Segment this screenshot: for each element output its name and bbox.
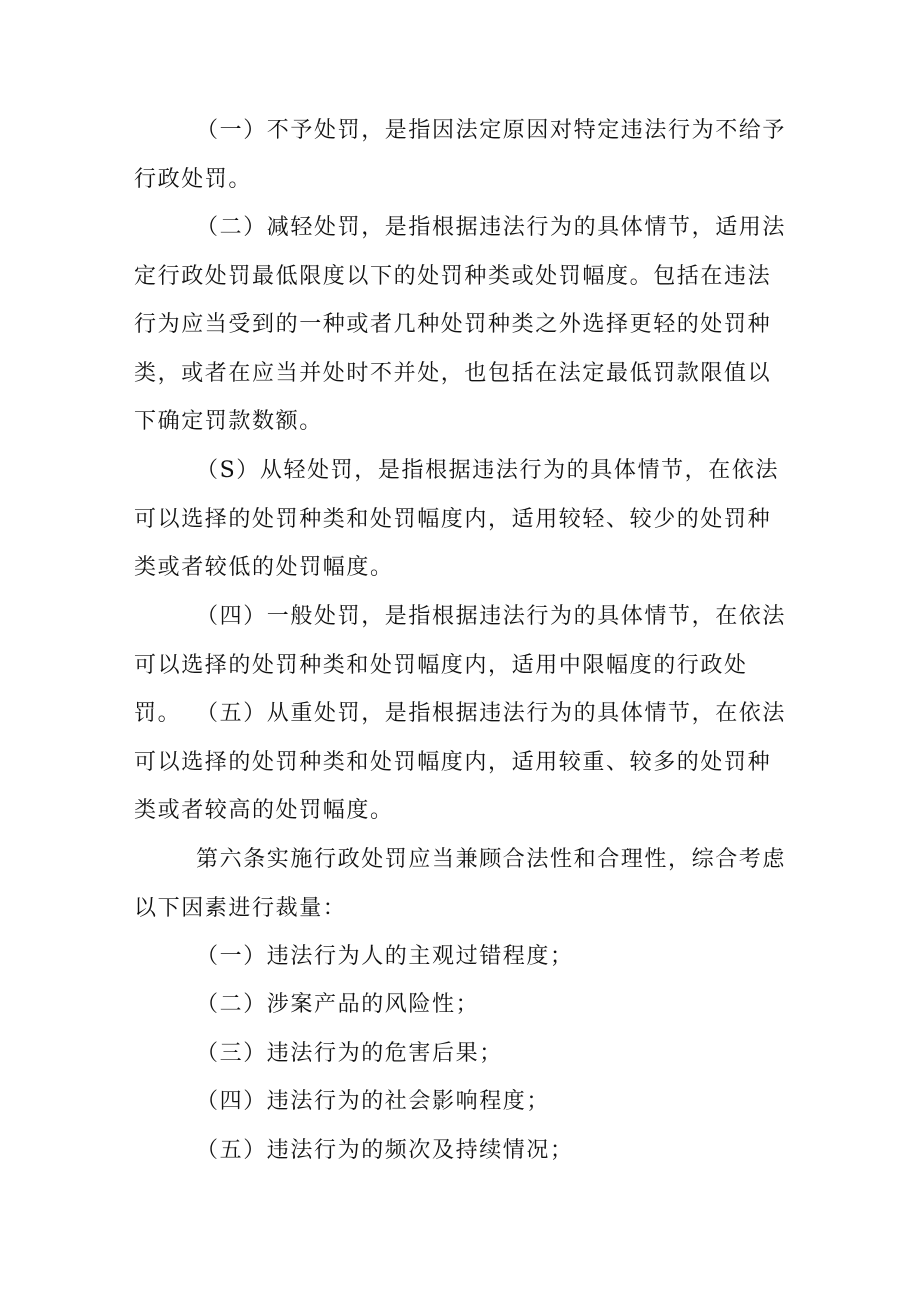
paragraph-heavier-penalty: （五）从重处罚，是指根据违法行为的具体情节，在依法可以选择的处罚种类和处罚幅度内，适用较重、较多的处罚种类或者较高的处罚幅度。 [134,701,787,823]
factor-item-product-risk: （二）涉案产品的风险性； [196,992,480,1017]
factor-item-social-impact: （四）违法行为的社会影响程度； [196,1089,551,1114]
paragraph-mitigated-penalty: （二）减轻处罚，是指根据违法行为的具体情节，适用法定行政处罚最低限度以下的处罚种类或处罚幅度。包括在违法行为应当受到的一种或者几种处罚种类之外选择更轻的处罚种类，或者在应当并处时不并处，也包括在法定最低罚款限值以下确定罚款数额。 [134,215,787,434]
paragraph-lighter-penalty: （S）从轻处罚，是指根据违法行为的具体情节，在依法可以选择的处罚种类和处罚幅度内，适用较轻、较少的处罚种类或者较低的处罚幅度。 [134,458,780,580]
paragraph-general-penalty: （四）一般处罚，是指根据违法行为的具体情节，在依法可以选择的处罚种类和处罚幅度内，适用中限幅度的行政处罚。 [134,604,787,726]
factor-item-frequency-duration: （五）违法行为的频次及持续情况； [196,1138,574,1163]
paragraph-no-penalty: （一）不予处罚，是指因法定原因对特定违法行为不给予行政处罚。 [134,118,787,192]
factor-item-harm-consequence: （三）违法行为的危害后果； [196,1041,503,1066]
factor-item-subjective-fault: （一）违法行为人的主观过错程度； [196,944,574,969]
article-six-paragraph: 第六条实施行政处罚应当兼顾合法性和合理性，综合考虑以下因素进行裁量： [134,847,787,921]
